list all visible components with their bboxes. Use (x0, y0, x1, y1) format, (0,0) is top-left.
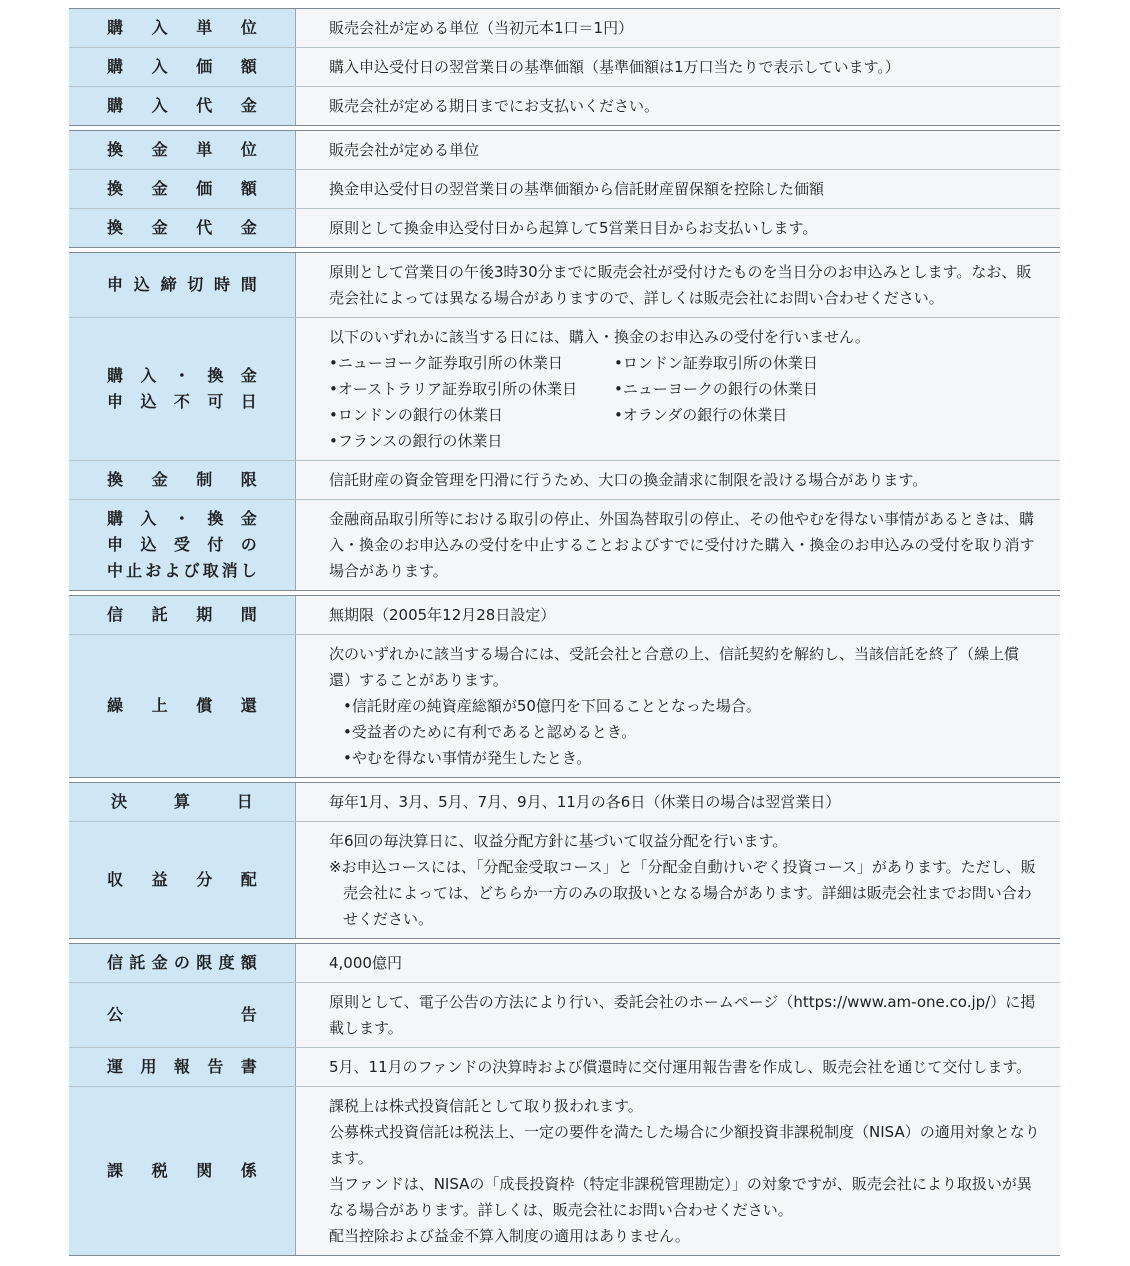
table-row (69, 821, 1060, 938)
settlement-section (69, 782, 1060, 939)
row-content (296, 461, 1060, 499)
label-line: 申込不可日 (107, 392, 257, 411)
row-label-text: 換金単位 (107, 140, 257, 159)
list-item: •フランスの銀行の休業日 (329, 432, 503, 450)
holiday-list-left (329, 350, 614, 454)
table-row (69, 208, 1060, 247)
list-item: •ロンドン証券取引所の休業日 (614, 354, 818, 372)
list-item: •オーストラリア証券取引所の休業日 (329, 380, 578, 398)
row-content-text: 購入申込受付日の翌営業日の基準価額（基準価額は1万口当たりで表示しています。） (329, 58, 900, 76)
row-label (69, 170, 296, 208)
row-label (69, 9, 296, 47)
row-label (69, 596, 296, 634)
list-item: •ニューヨーク証券取引所の休業日 (329, 354, 563, 372)
row-label (69, 635, 296, 777)
row-content-intro: 次のいずれかに該当する場合には、受託会社と合意の上、信託契約を解約し、当該信託を終了（繰上償還）することがあります。 (329, 645, 1020, 689)
table-row (69, 596, 1060, 634)
holiday-list (329, 350, 1040, 454)
row-content-text: 原則として営業日の午後3時30分までに販売会社が受付けたものを当日分のお申込みとします。なお、販売会社によっては異なる場合がありますので、詳しくは販売会社にお問い合わせください。 (329, 263, 1032, 307)
row-content (296, 209, 1060, 247)
row-content (296, 9, 1060, 47)
row-label (69, 944, 296, 982)
row-content-intro: 年6回の毎決算日に、収益分配方針に基づいて収益分配を行います。 (329, 832, 788, 850)
row-content (296, 983, 1060, 1047)
application-section (69, 252, 1060, 591)
paragraph: 課税上は株式投資信託として取り扱われます。 (329, 1097, 643, 1115)
table-row (69, 783, 1060, 821)
row-content-text: 販売会社が定める期日までにお支払いください。 (329, 97, 660, 115)
row-label (69, 500, 296, 590)
row-label-text: 信託期間 (107, 605, 257, 624)
row-content (296, 1087, 1060, 1255)
table-row (69, 253, 1060, 317)
label-line: 購入・換金 (107, 366, 257, 385)
row-content-text: 販売会社が定める単位（当初元本1口＝1円） (329, 19, 634, 37)
redemption-section (69, 130, 1060, 248)
row-label-text: 購入価額 (107, 57, 257, 76)
row-content-text: 原則として、電子公告の方法により行い、委託会社のホームページ（https://www.am-one.co.jp/）に掲載します。 (329, 993, 1036, 1037)
list-item: •オランダの銀行の休業日 (614, 406, 788, 424)
table-row (69, 131, 1060, 169)
label-line: 申込受付の (107, 535, 257, 554)
table-row (69, 317, 1060, 460)
row-label (69, 1048, 296, 1086)
paragraph: 公募株式投資信託は税法上、一定の要件を満たした場合に少額投資非課税制度（NISA）の適用対象となります。 (329, 1123, 1040, 1167)
row-label-text: 公告 (107, 1005, 257, 1024)
table-row (69, 499, 1060, 590)
table-row (69, 86, 1060, 125)
paragraph: 配当控除および益金不算入制度の適用はありません。 (329, 1227, 690, 1245)
row-label-text: 換金価額 (107, 179, 257, 198)
table-row (69, 1086, 1060, 1255)
row-label (69, 1087, 296, 1255)
row-content-intro: 以下のいずれかに該当する日には、購入・換金のお申込みの受付を行いません。 (329, 328, 870, 346)
row-label (69, 822, 296, 938)
row-label (69, 983, 296, 1047)
row-content-text: 無期限（2005年12月28日設定） (329, 606, 556, 624)
row-label (69, 87, 296, 125)
label-line: 購入・換金 (107, 509, 257, 528)
row-label (69, 209, 296, 247)
row-content-text: 原則として換金申込受付日から起算して5営業日目からお支払いします。 (329, 219, 818, 237)
table-row (69, 944, 1060, 982)
row-content-text: 金融商品取引所等における取引の停止、外国為替取引の停止、その他やむを得ない事情があるときは、購入・換金のお申込みの受付を中止することおよびすでに受付けた購入・換金のお申込みの受付を取り消す場合があります。 (329, 510, 1035, 580)
row-content (296, 131, 1060, 169)
row-label-text: 決算日 (111, 792, 253, 811)
other-section (69, 943, 1060, 1256)
list-item: •やむを得ない事情が発生したとき。 (343, 749, 592, 767)
label-line: 中止および取消し (107, 561, 257, 580)
row-label-text: 購入代金 (107, 96, 257, 115)
list-item: •ロンドンの銀行の休業日 (329, 406, 503, 424)
row-label (69, 131, 296, 169)
row-content-text: 換金申込受付日の翌営業日の基準価額から信託財産留保額を控除した価額 (329, 180, 825, 198)
row-label (69, 318, 296, 460)
row-content (296, 253, 1060, 317)
fund-terms-table (69, 8, 1060, 1256)
row-content (296, 500, 1060, 590)
row-label (69, 253, 296, 317)
row-label (69, 48, 296, 86)
table-row (69, 634, 1060, 777)
table-row (69, 169, 1060, 208)
list-item: •ニューヨークの銀行の休業日 (614, 380, 818, 398)
row-content-text: 信託財産の資金管理を円滑に行うため、大口の換金請求に制限を設ける場合があります。 (329, 471, 928, 489)
purchase-section (69, 8, 1060, 126)
row-label-text: 信託金の限度額 (107, 953, 257, 972)
row-label-text (107, 506, 257, 584)
list-item: •信託財産の純資産総額が50億円を下回ることとなった場合。 (343, 697, 761, 715)
row-content (296, 1048, 1060, 1086)
row-content (296, 87, 1060, 125)
trust-term-section (69, 595, 1060, 778)
row-content-text: 毎年1月、3月、5月、7月、9月、11月の各6日（休業日の場合は翌営業日） (329, 793, 841, 811)
table-row (69, 460, 1060, 499)
row-content (296, 635, 1060, 777)
row-content (296, 318, 1060, 460)
holiday-list-right (614, 350, 1040, 454)
row-content (296, 48, 1060, 86)
row-label-text (107, 363, 257, 415)
row-content (296, 783, 1060, 821)
row-label-text: 運用報告書 (107, 1057, 257, 1076)
row-content (296, 170, 1060, 208)
table-row (69, 982, 1060, 1047)
row-label (69, 461, 296, 499)
row-label-text: 換金制限 (107, 470, 257, 489)
row-label-text: 課税関係 (107, 1161, 257, 1180)
row-content (296, 944, 1060, 982)
row-label-text: 申込締切時間 (107, 275, 257, 294)
row-content-text: 5月、11月のファンドの決算時および償還時に交付運用報告書を作成し、販売会社を通じて交付します。 (329, 1058, 1032, 1076)
row-content (296, 596, 1060, 634)
table-row (69, 47, 1060, 86)
paragraph: 当ファンドは、NISAの「成長投資枠（特定非課税管理勘定）」の対象ですが、販売会社により取扱いが異なる場合があります。詳しくは、販売会社にお問い合わせください。 (329, 1175, 1032, 1219)
row-label-text: 換金代金 (107, 218, 257, 237)
row-label-text: 購入単位 (107, 18, 257, 37)
row-content-text: 販売会社が定める単位 (329, 141, 480, 159)
row-content-text: 4,000億円 (329, 954, 402, 972)
table-row (69, 1047, 1060, 1086)
table-row (69, 9, 1060, 47)
row-label-text: 収益分配 (107, 870, 257, 889)
note-text: ※お申込コースには、「分配金受取コース」と「分配金自動けいぞく投資コース」があります。ただし、販売会社によっては、どちらか一方のみの取扱いとなる場合があります。詳細は販売会社までお問い合わせください。 (329, 858, 1036, 928)
row-label (69, 783, 296, 821)
list-item: •受益者のために有利であると認めるとき。 (343, 723, 637, 741)
row-label-text: 繰上償還 (107, 696, 257, 715)
row-content (296, 822, 1060, 938)
